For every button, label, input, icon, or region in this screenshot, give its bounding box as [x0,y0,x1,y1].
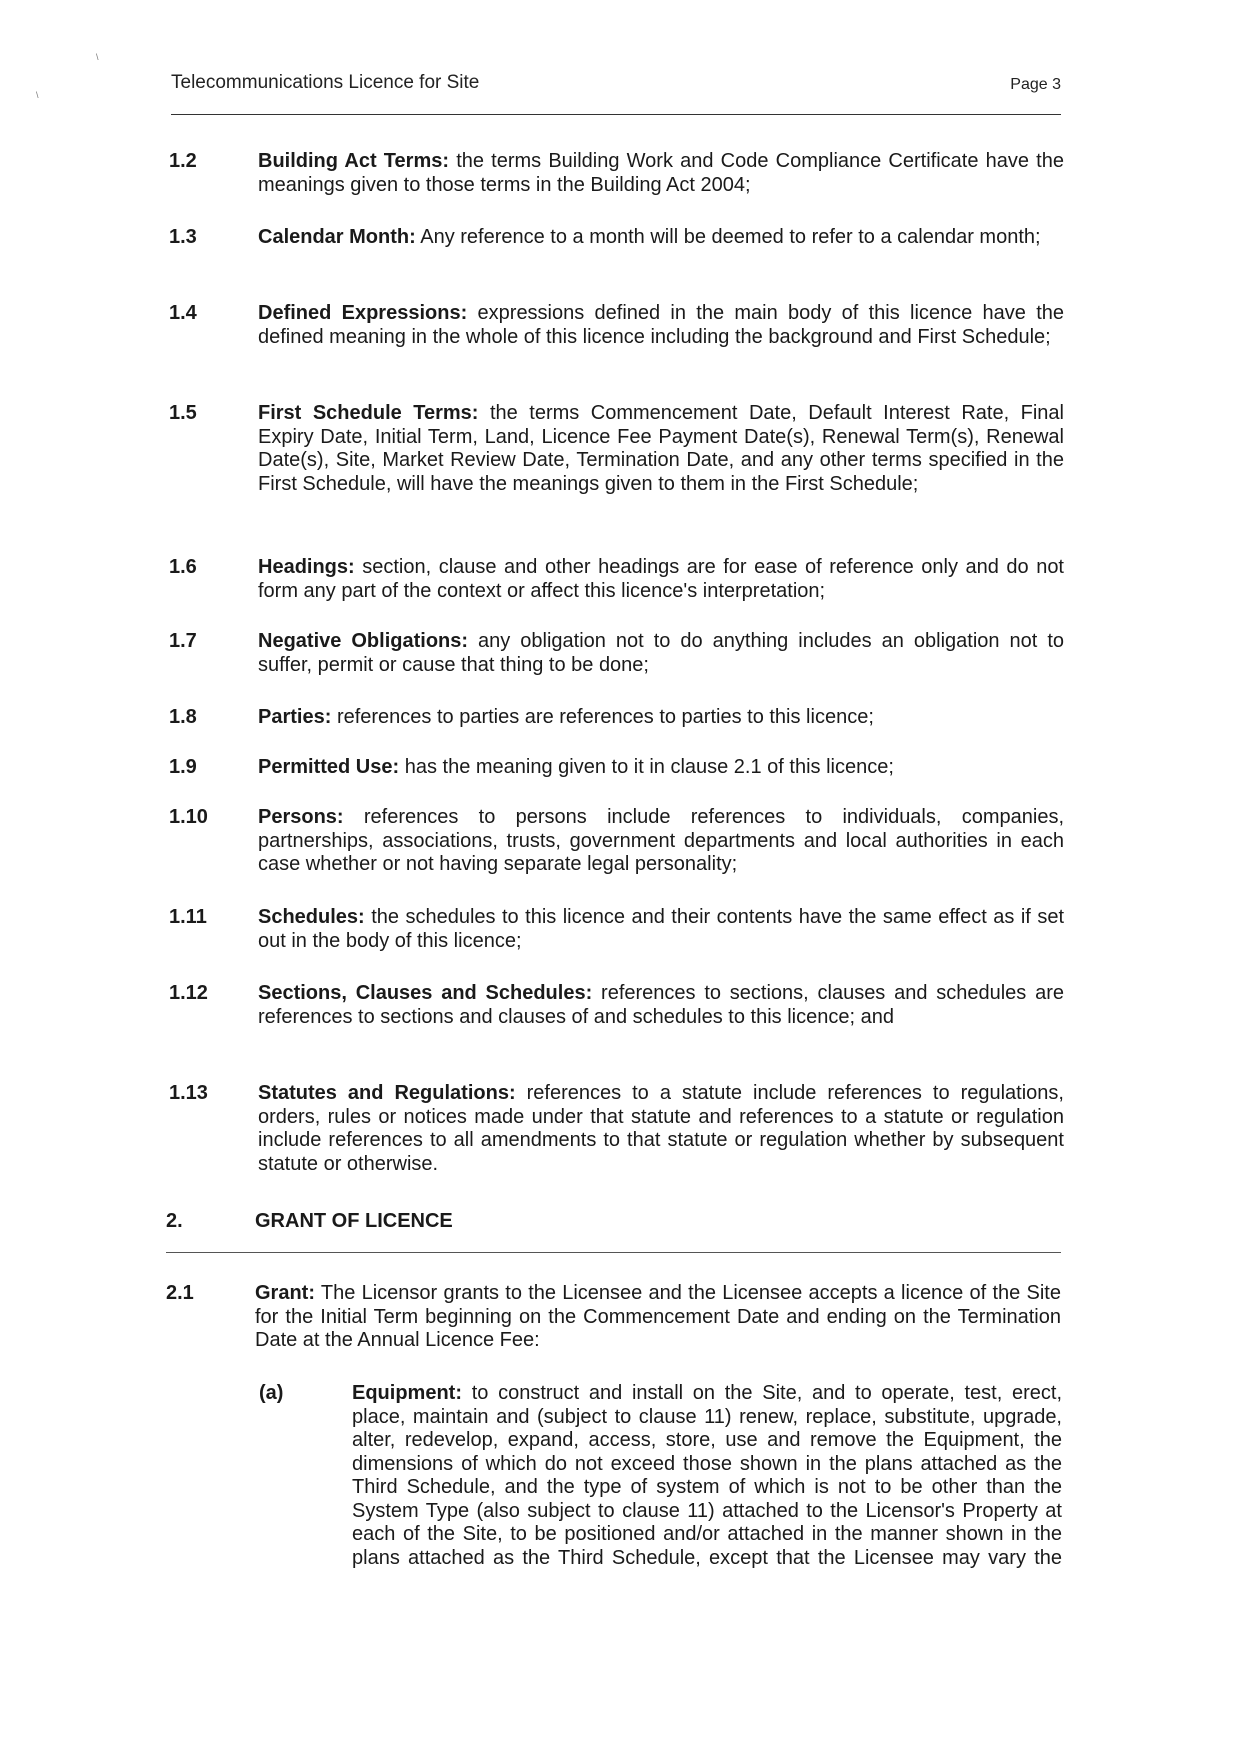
clause-number: 1.4 [169,302,197,324]
clause-term: Building Act Terms: [258,150,450,172]
clause-1-11 [169,906,1064,953]
clause-1-8 [169,706,1064,730]
clause-text: the terms Building Work and Code Compliance Certificate have the meanings given to those terms in the Building Act 2004; [258,150,1064,196]
clause-term: First Schedule Terms: [258,402,479,424]
clause-text: references to sections, clauses and schedules are references to sections and clauses of and schedules to this licence; and [258,982,1064,1028]
clause-term: Permitted Use: [258,756,400,778]
subclause-term: Equipment: [352,1382,462,1404]
clause-1-13 [169,1082,1064,1176]
clause-term: Negative Obligations: [258,630,469,652]
clause-number: 1.5 [169,402,197,424]
clause-1-7 [169,630,1064,677]
clause-text: the terms Commencement Date, Default Interest Rate, Final Expiry Date, Initial Term, Land, Licence Fee Payment Date(s), Renewal Term(s), Renewal Date(s), Site, Market Review Date, Termination Date, and any other terms specified in the First Schedule, will have the meanings given to them in the First Schedule; [258,402,1064,495]
clause-term: Calendar Month: [258,226,416,248]
clause-number: 1.8 [169,706,197,728]
clause-text: references to parties are references to parties to this licence; [336,706,874,728]
clause-text: references to persons include references to individuals, companies, partnerships, associations, trusts, government departments and local authorities in each case whether or not having separate legal personality; [258,806,1064,875]
section-number: 2. [166,1210,183,1232]
subclause-2-1-a [259,1382,1062,1570]
scan-artifact: \ [96,52,99,62]
page-number: Page 3 [1010,76,1061,93]
section-heading [166,1210,1061,1233]
header-divider [171,114,1061,115]
clause-term: Defined Expressions: [258,302,468,324]
clause-number: 2.1 [166,1282,194,1304]
clause-number: 1.11 [169,906,207,928]
clause-number: 1.2 [169,150,197,172]
subclause-label: (a) [259,1382,284,1404]
clause-1-2 [169,150,1064,197]
clause-number: 1.3 [169,226,197,248]
clause-text: The Licensor grants to the Licensee and the Licensee accepts a licence of the Site for the Initial Term beginning on the Commencement Date and ending on the Termination Date at the Annual Licence Fee: [255,1282,1061,1351]
clause-1-10 [169,806,1064,877]
clause-1-4 [169,302,1064,349]
clause-text: Any reference to a month will be deemed to refer to a calendar month; [420,226,1041,248]
section-title: GRANT OF LICENCE [255,1210,453,1232]
clause-number: 1.10 [169,806,208,828]
subclause-text: to construct and install on the Site, and to operate, test, erect, place, maintain and (subject to clause 11) renew, replace, substitute, upgrade, alter, redevelop, expand, access, store, use and remove the Equipment, the dimensions of which do not exceed those shown in the plans attached as the Third Schedule, and the type of system of which is not to be other than the System Type (also subject to clause 11) attached to the Licensor's Property at each of the Site, to be positioned and/or attached in the manner shown in the plans attached as the Third Schedule, except that the Licensee may vary the [352,1382,1063,1569]
clause-term: Statutes and Regulations: [258,1082,516,1104]
clause-term: Parties: [258,706,332,728]
clause-term: Headings: [258,556,355,578]
clause-1-9 [169,756,1064,780]
clause-text: expressions defined in the main body of this licence have the defined meaning in the whole of this licence including the background and First Schedule; [258,302,1065,348]
clause-text: any obligation not to do anything includes an obligation not to suffer, permit or cause that thing to be done; [258,630,1065,676]
clause-term: Persons: [258,806,344,828]
clause-text: the schedules to this licence and their contents have the same effect as if set out in the body of this licence; [258,906,1065,952]
document-title: Telecommunications Licence for Site [171,72,480,93]
clause-number: 1.9 [169,756,197,778]
clause-1-12 [169,982,1064,1029]
clause-1-3 [169,226,1064,250]
clause-term: Grant: [255,1282,315,1304]
clause-1-6 [169,556,1064,603]
clause-term: Sections, Clauses and Schedules: [258,982,593,1004]
clause-2-1 [166,1282,1061,1353]
scan-artifact: \ [36,90,39,100]
clause-number: 1.13 [169,1082,208,1104]
clause-number: 1.12 [169,982,208,1004]
section-divider [166,1252,1061,1253]
clause-text: has the meaning given to it in clause 2.1 of this licence; [404,756,894,778]
clause-text: section, clause and other headings are for ease of reference only and do not form any part of the context or affect this licence's interpretation; [258,556,1064,602]
clause-text: references to a statute include references to regulations, orders, rules or notices made under that statute and references to a statute or regulation include references to all amendments to that statute or regulation whether by subsequent statute or otherwise. [258,1082,1064,1175]
clause-number: 1.7 [169,630,197,652]
clause-number: 1.6 [169,556,197,578]
page-header [171,70,1061,100]
clause-term: Schedules: [258,906,365,928]
clause-1-5 [169,402,1064,496]
